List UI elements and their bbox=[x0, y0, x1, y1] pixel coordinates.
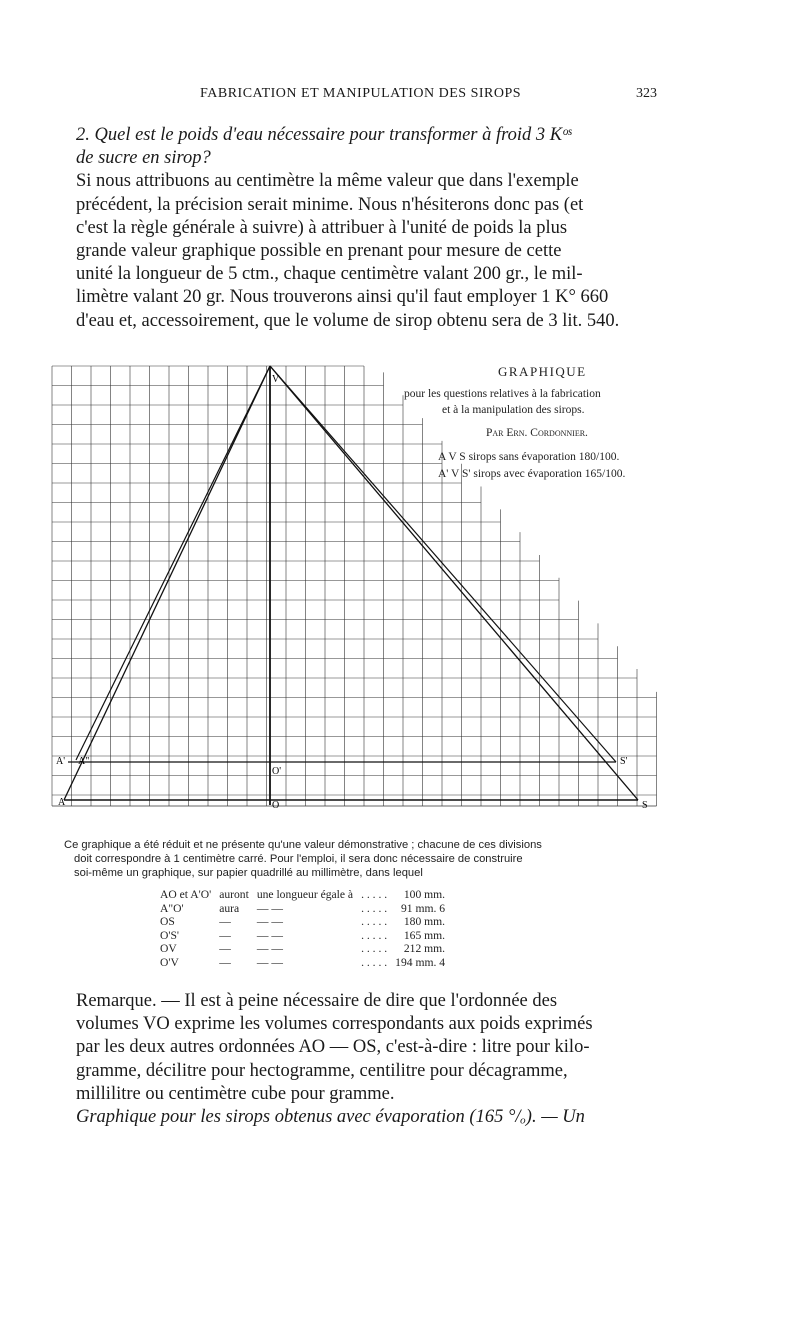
text-line: millilitre ou centimètre cube pour gramme. bbox=[76, 1083, 395, 1104]
dimension-seg: A"O' bbox=[160, 901, 184, 915]
dimension-verb: auront bbox=[219, 888, 249, 901]
dimension-verb: aura bbox=[219, 901, 240, 915]
text-line: d'eau et, accessoirement, que le volume de sirop obtenu sera de 3 lit. 540. bbox=[76, 310, 620, 331]
text-line: précédent, la précision serait minime. Nous n'hésiterons donc pas (et bbox=[76, 194, 584, 215]
dimension-row bbox=[156, 888, 449, 902]
dimension-value: 194 mm. 4 bbox=[395, 955, 446, 969]
dimension-verb: — bbox=[219, 955, 231, 969]
dimension-dots: . . . . . bbox=[361, 901, 388, 915]
dimension-row bbox=[156, 956, 449, 970]
dimension-desc: une longueur égale à bbox=[256, 888, 354, 901]
line-A-V bbox=[64, 366, 270, 800]
dimensions-table bbox=[156, 888, 449, 970]
caption-line: soi-même un graphique, sur papier quadrillé au millimètre, dans lequel bbox=[74, 867, 423, 880]
figure-caption bbox=[64, 838, 674, 881]
dimension-seg: O'S' bbox=[160, 928, 179, 942]
dimension-seg: O'V bbox=[160, 955, 179, 969]
figure-legend-author: Par Ern. Cordonnier. bbox=[486, 427, 588, 439]
figure-legend-line: et à la manipulation des sirops. bbox=[442, 404, 585, 416]
dimension-value: 212 mm. bbox=[403, 942, 446, 956]
dimension-row bbox=[156, 929, 449, 943]
label-S: S bbox=[642, 800, 648, 811]
text-line: c'est la règle générale à suivre) à attribuer à l'unité de poids la plus bbox=[76, 217, 568, 238]
text-line: Remarque. — Il est à peine nécessaire de dire que l'ordonnée des bbox=[76, 991, 558, 1011]
dimension-dots: . . . . . bbox=[361, 888, 388, 901]
running-title: FABRICATION ET MANIPULATION DES SIROPS bbox=[200, 86, 522, 101]
paragraph-remark bbox=[76, 990, 670, 1129]
label-A: A bbox=[58, 797, 66, 808]
text-line: Si nous attribuons au centimètre la même valeur que dans l'exemple bbox=[76, 171, 579, 192]
text-line: volumes VO exprime les volumes correspondants aux poids exprimés bbox=[76, 1014, 593, 1035]
dimension-verb: — bbox=[219, 928, 231, 942]
figure-legend-series: A V S sirops sans évaporation 180/100. bbox=[438, 451, 620, 463]
caption-line: Ce graphique a été réduit et ne présente qu'une valeur démonstrative ; chacune de ces divisions bbox=[64, 839, 542, 851]
dimension-value: 165 mm. bbox=[403, 928, 446, 942]
dimension-dots: . . . . . bbox=[361, 942, 388, 956]
dimension-value: 180 mm. bbox=[403, 915, 446, 929]
paragraph-question bbox=[76, 124, 670, 333]
dimension-desc: — — bbox=[256, 915, 283, 929]
dimension-value: 100 mm. bbox=[403, 888, 446, 901]
dimension-verb: — bbox=[219, 942, 231, 956]
text-line: limètre valant 20 gr. Nous trouverons ainsi qu'il faut employer 1 K° 660 bbox=[76, 287, 609, 308]
text-line: par les deux autres ordonnées AO — OS, c'est-à-dire : litre pour kilo- bbox=[76, 1037, 590, 1058]
figure-legend-line: pour les questions relatives à la fabrication bbox=[404, 388, 601, 400]
dimension-desc: — — bbox=[256, 942, 283, 956]
label-V: V bbox=[272, 374, 280, 385]
label-O-prime: O' bbox=[272, 766, 282, 777]
caption-line: doit correspondre à 1 centimètre carré. Pour l'emploi, il sera donc nécessaire de construire bbox=[74, 853, 523, 866]
label-A-double-prime: A" bbox=[78, 756, 90, 767]
figure-legend-title: GRAPHIQUE bbox=[498, 364, 587, 379]
dimension-seg: AO et A'O' bbox=[160, 888, 212, 901]
text-line: 2. Quel est le poids d'eau nécessaire pour transformer à froid 3 Kᵒˢ bbox=[76, 125, 572, 145]
dimension-desc: — — bbox=[256, 955, 283, 969]
dimension-desc: — — bbox=[256, 901, 283, 915]
line-V-S-prime bbox=[270, 366, 616, 762]
dimension-seg: OV bbox=[160, 942, 177, 956]
line-A-prime-V bbox=[76, 366, 270, 760]
dimension-dots: . . . . . bbox=[361, 955, 388, 969]
dimension-desc: — — bbox=[256, 928, 283, 942]
text-line: Graphique pour les sirops obtenus avec évaporation (165 °/ₒ). — Un bbox=[76, 1107, 585, 1128]
figure-legend-series: A' V S' sirops avec évaporation 165/100. bbox=[438, 468, 626, 480]
label-S-prime: S' bbox=[620, 756, 628, 767]
label-A-prime: A' bbox=[56, 756, 66, 767]
text-line: unité la longueur de 5 ctm., chaque centimètre valant 200 gr., le mil- bbox=[76, 264, 583, 285]
dimension-row bbox=[156, 942, 449, 956]
dimension-value: 91 mm. 6 bbox=[400, 901, 446, 915]
label-O: O bbox=[272, 800, 280, 811]
dimension-dots: . . . . . bbox=[361, 915, 388, 929]
text-line: gramme, décilitre pour hectogramme, centilitre pour décagramme, bbox=[76, 1060, 568, 1081]
dimension-verb: — bbox=[219, 915, 231, 929]
dimension-row bbox=[156, 902, 449, 916]
dimension-row bbox=[156, 915, 449, 929]
page-number: 323 bbox=[636, 86, 657, 101]
text-line: de sucre en sirop? bbox=[76, 148, 211, 169]
dimension-seg: OS bbox=[160, 915, 175, 929]
dimension-dots: . . . . . bbox=[361, 928, 388, 942]
text-line: grande valeur graphique possible en prenant pour mesure de cette bbox=[76, 241, 562, 262]
